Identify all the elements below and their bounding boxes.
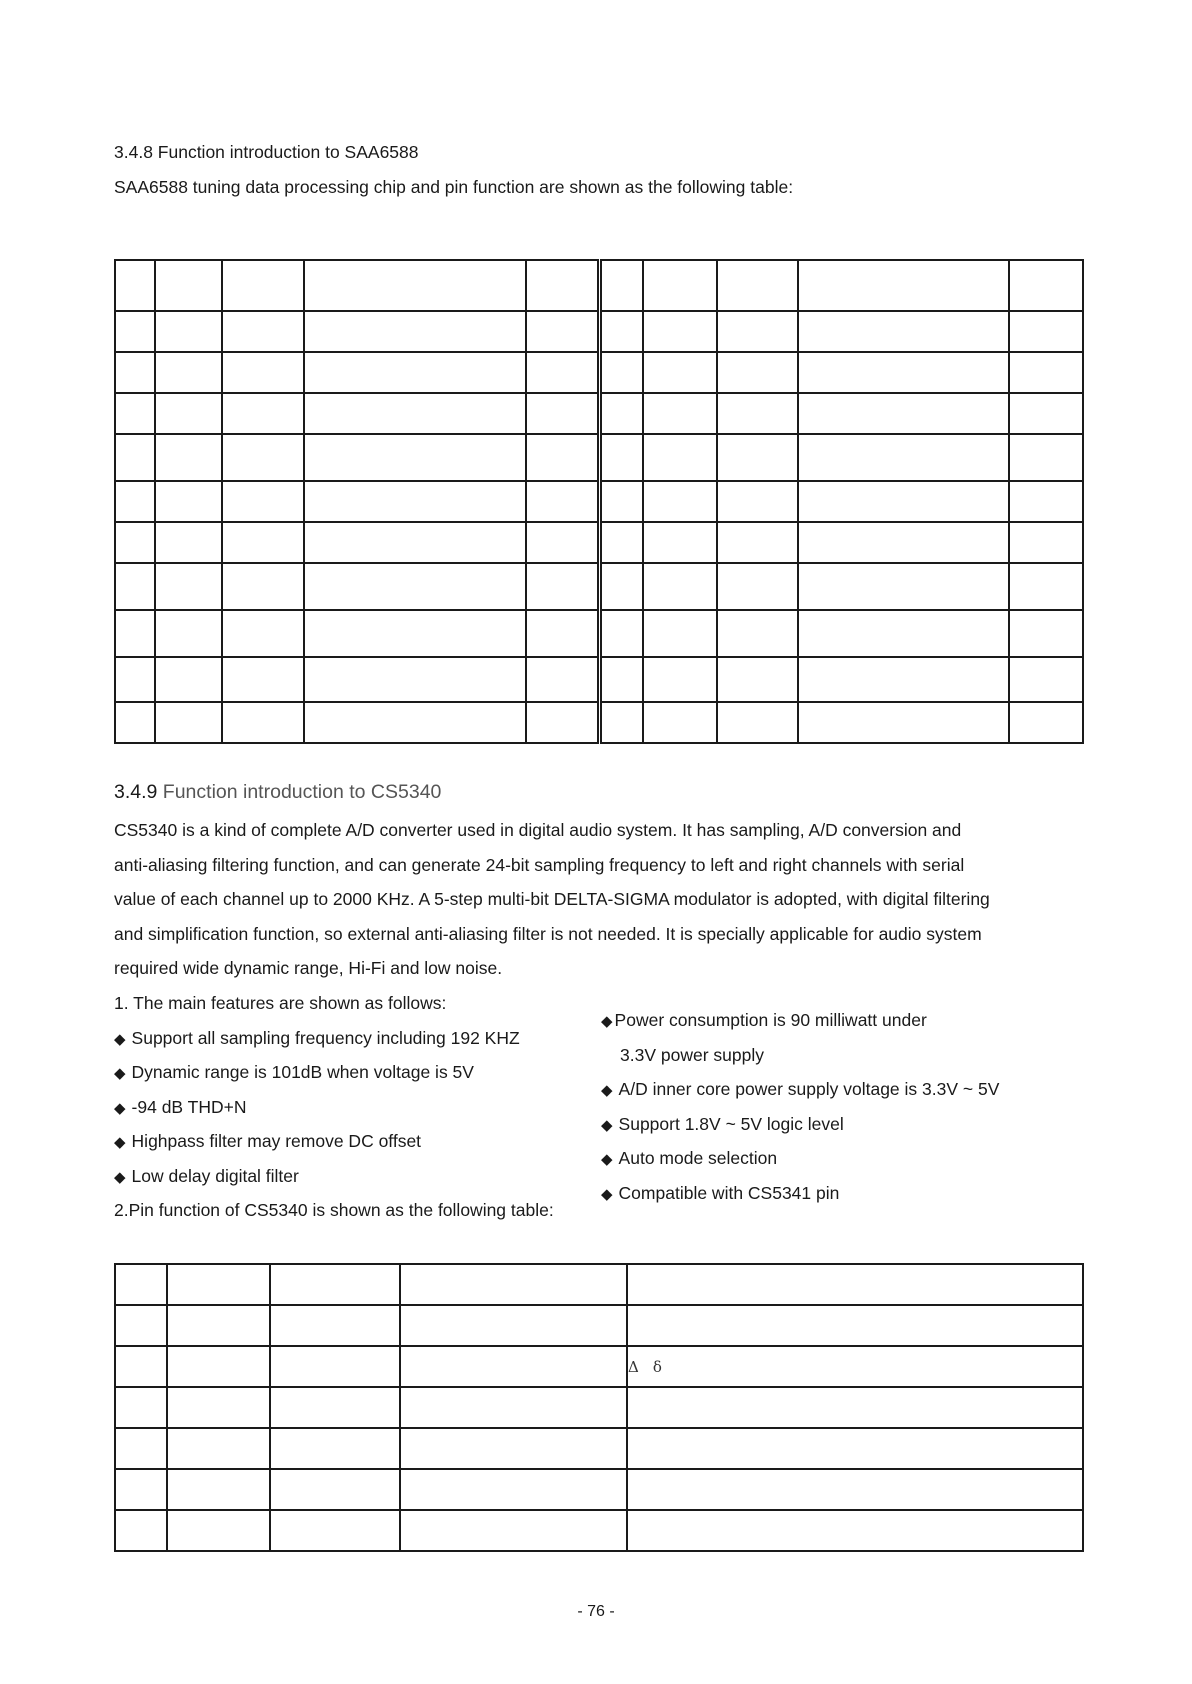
feature-item: ◆ A/D inner core power supply voltage is 3.3V ~ 5V xyxy=(601,1079,1000,1099)
table-row xyxy=(115,522,1083,563)
feature-item-continuation: 3.3V power supply xyxy=(620,1045,764,1065)
table-row xyxy=(115,563,1083,610)
diamond-bullet-icon: ◆ xyxy=(601,1117,613,1134)
paragraph-line: required wide dynamic range, Hi-Fi and low noise. xyxy=(114,958,503,978)
table-row xyxy=(115,1305,1083,1346)
table-row xyxy=(115,352,1083,393)
section-348-heading: 3.4.8 Function introduction to SAA6588 xyxy=(114,142,419,162)
section-349-heading xyxy=(114,782,441,802)
diamond-bullet-icon: ◆ xyxy=(114,1031,126,1048)
feature-item: ◆ Support 1.8V ~ 5V logic level xyxy=(601,1114,844,1134)
table-row xyxy=(115,702,1083,743)
table-row xyxy=(115,1469,1083,1510)
diamond-bullet-icon: ◆ xyxy=(114,1134,126,1151)
delta-symbol: Δ xyxy=(628,1357,639,1376)
pin-table-intro: 2.Pin function of CS5340 is shown as the following table: xyxy=(114,1200,554,1220)
table-row xyxy=(115,1346,1083,1387)
table-row xyxy=(115,657,1083,702)
paragraph-line: and simplification function, so external anti-aliasing filter is not needed. It is specially applicable for audio system xyxy=(114,924,982,944)
diamond-bullet-icon: ◆ xyxy=(114,1100,126,1117)
table-row xyxy=(115,393,1083,434)
symbol-cell xyxy=(627,1346,1083,1387)
table-row xyxy=(115,260,1083,311)
diamond-bullet-icon: ◆ xyxy=(114,1065,126,1082)
feature-item: ◆ Auto mode selection xyxy=(601,1148,778,1168)
table-row xyxy=(115,1387,1083,1428)
paragraph-line: CS5340 is a kind of complete A/D converter used in digital audio system. It has sampling, A/D conversion and xyxy=(114,820,962,840)
table-row xyxy=(115,610,1083,657)
table-row xyxy=(115,434,1083,481)
section-349-number: 3.4.9 xyxy=(114,781,158,803)
feature-item: ◆ Dynamic range is 101dB when voltage is 5V xyxy=(114,1062,474,1082)
paragraph-line: value of each channel up to 2000 KHz. A 5-step multi-bit DELTA-SIGMA modulator is adopted, with digital filtering xyxy=(114,889,990,909)
section-349-title: Function introduction to CS5340 xyxy=(162,781,442,803)
diamond-bullet-icon: ◆ xyxy=(114,1169,126,1186)
feature-item: ◆ Power consumption is 90 milliwatt under xyxy=(601,1010,927,1030)
paragraph-line: anti-aliasing filtering function, and can generate 24-bit sampling frequency to left and right channels with serial xyxy=(114,855,965,875)
table-row xyxy=(115,1264,1083,1305)
feature-item: ◆ Support all sampling frequency including 192 KHZ xyxy=(114,1028,520,1048)
diamond-bullet-icon: ◆ xyxy=(601,1082,613,1099)
table-row xyxy=(115,481,1083,522)
diamond-bullet-icon: ◆ xyxy=(601,1013,613,1030)
feature-item: ◆ Compatible with CS5341 pin xyxy=(601,1183,840,1203)
diamond-bullet-icon: ◆ xyxy=(601,1151,613,1168)
page-number: - 76 - xyxy=(577,1603,615,1620)
cs5340-pin-table xyxy=(114,1263,1084,1552)
table-row xyxy=(115,311,1083,352)
saa6588-pin-table xyxy=(114,259,1084,744)
diamond-bullet-icon: ◆ xyxy=(601,1186,613,1203)
features-heading: 1. The main features are shown as follows: xyxy=(114,993,447,1013)
feature-item: ◆ Low delay digital filter xyxy=(114,1166,299,1186)
table-row xyxy=(115,1510,1083,1551)
small-delta-symbol: δ xyxy=(652,1357,662,1376)
feature-item: ◆ -94 dB THD+N xyxy=(114,1097,247,1117)
section-348-intro: SAA6588 tuning data processing chip and pin function are shown as the following table: xyxy=(114,177,794,197)
feature-item: ◆ Highpass filter may remove DC offset xyxy=(114,1131,422,1151)
table-row xyxy=(115,1428,1083,1469)
